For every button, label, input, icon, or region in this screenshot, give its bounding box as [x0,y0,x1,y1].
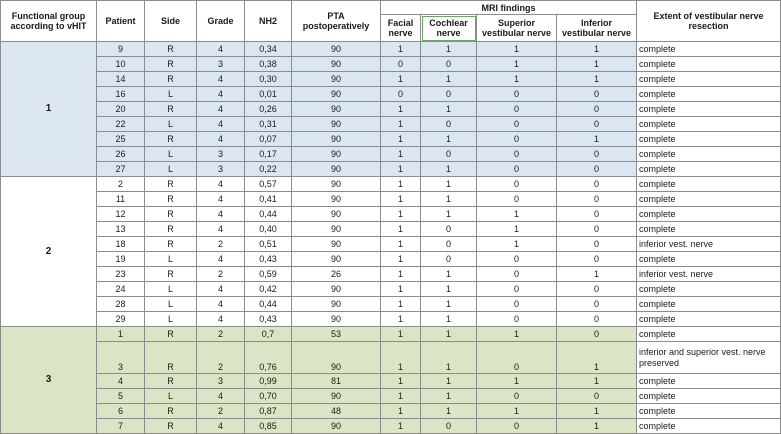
cell-cochlear-nerve: 0 [421,147,477,162]
cell-resection-extent: complete [637,162,781,177]
cell-grade: 3 [197,57,245,72]
cell-facial-nerve: 1 [381,192,421,207]
cell-facial-nerve: 1 [381,282,421,297]
cell-superior-vestibular-nerve: 0 [477,267,557,282]
functional-group-label: 2 [1,177,97,327]
cell-cochlear-nerve: 0 [421,117,477,132]
cell-nh2: 0,22 [245,162,292,177]
cell-side: R [145,342,197,374]
cell-inferior-vestibular-nerve: 1 [557,267,637,282]
table-row [1,117,781,132]
cell-inferior-vestibular-nerve: 1 [557,72,637,87]
cell-superior-vestibular-nerve: 0 [477,162,557,177]
cell-patient: 14 [97,72,145,87]
cell-inferior-vestibular-nerve: 1 [557,57,637,72]
cell-superior-vestibular-nerve: 1 [477,237,557,252]
cell-pta: 53 [292,327,381,342]
cell-side: R [145,72,197,87]
functional-group-label: 1 [1,42,97,177]
cell-superior-vestibular-nerve: 1 [477,374,557,389]
cell-cochlear-nerve: 0 [421,419,477,434]
cell-cochlear-nerve: 1 [421,404,477,419]
cell-superior-vestibular-nerve: 0 [477,252,557,267]
cell-inferior-vestibular-nerve: 1 [557,42,637,57]
cell-nh2: 0,7 [245,327,292,342]
cell-resection-extent: complete [637,117,781,132]
cell-nh2: 0,70 [245,389,292,404]
table-row [1,282,781,297]
cell-resection-extent: complete [637,57,781,72]
cell-inferior-vestibular-nerve: 0 [557,162,637,177]
cell-pta: 90 [292,177,381,192]
cell-side: R [145,57,197,72]
cell-cochlear-nerve: 1 [421,282,477,297]
cell-inferior-vestibular-nerve: 0 [557,297,637,312]
cell-superior-vestibular-nerve: 0 [477,87,557,102]
cell-nh2: 0,41 [245,192,292,207]
cell-superior-vestibular-nerve: 0 [477,282,557,297]
cell-superior-vestibular-nerve: 0 [477,312,557,327]
cell-facial-nerve: 1 [381,419,421,434]
cell-pta: 90 [292,192,381,207]
cell-grade: 4 [197,252,245,267]
cell-patient: 20 [97,102,145,117]
cell-inferior-vestibular-nerve: 0 [557,252,637,267]
cell-inferior-vestibular-nerve: 0 [557,282,637,297]
cell-patient: 18 [97,237,145,252]
cell-superior-vestibular-nerve: 1 [477,57,557,72]
cell-superior-vestibular-nerve: 1 [477,404,557,419]
table-row [1,132,781,147]
cell-facial-nerve: 1 [381,252,421,267]
cell-inferior-vestibular-nerve: 0 [557,117,637,132]
cell-resection-extent: complete [637,72,781,87]
cell-nh2: 0,01 [245,87,292,102]
cell-facial-nerve: 1 [381,72,421,87]
cell-superior-vestibular-nerve: 1 [477,72,557,87]
table-row [1,102,781,117]
cell-pta: 48 [292,404,381,419]
cell-facial-nerve: 1 [381,297,421,312]
cell-resection-extent: inferior vest. nerve [637,237,781,252]
cell-superior-vestibular-nerve: 0 [477,117,557,132]
cell-grade: 4 [197,297,245,312]
cell-patient: 27 [97,162,145,177]
cell-nh2: 0,17 [245,147,292,162]
cell-patient: 19 [97,252,145,267]
cell-resection-extent: inferior and superior vest. nerve preserved [637,342,781,374]
cell-inferior-vestibular-nerve: 1 [557,342,637,374]
cell-inferior-vestibular-nerve: 0 [557,207,637,222]
cell-superior-vestibular-nerve: 0 [477,102,557,117]
cell-nh2: 0,44 [245,297,292,312]
cell-cochlear-nerve: 0 [421,237,477,252]
cell-grade: 2 [197,327,245,342]
cell-side: R [145,42,197,57]
cell-inferior-vestibular-nerve: 0 [557,237,637,252]
cell-facial-nerve: 1 [381,42,421,57]
cell-superior-vestibular-nerve: 1 [477,42,557,57]
header-grade: Grade [197,1,245,42]
cell-cochlear-nerve: 1 [421,72,477,87]
cell-cochlear-nerve: 1 [421,312,477,327]
cell-side: R [145,419,197,434]
cell-inferior-vestibular-nerve: 0 [557,327,637,342]
cell-grade: 4 [197,177,245,192]
cell-cochlear-nerve: 1 [421,42,477,57]
cell-resection-extent: complete [637,207,781,222]
cell-resection-extent: complete [637,177,781,192]
cell-nh2: 0,44 [245,207,292,222]
cell-resection-extent: complete [637,312,781,327]
table-row [1,419,781,434]
cell-superior-vestibular-nerve: 0 [477,177,557,192]
cell-superior-vestibular-nerve: 1 [477,222,557,237]
header-mri-findings: MRI findings [381,1,637,15]
cell-resection-extent: complete [637,222,781,237]
cell-grade: 4 [197,207,245,222]
cell-facial-nerve: 1 [381,117,421,132]
cell-nh2: 0,51 [245,237,292,252]
cell-resection-extent: complete [637,419,781,434]
cell-nh2: 0,42 [245,282,292,297]
cell-side: L [145,252,197,267]
cell-side: R [145,404,197,419]
cell-patient: 25 [97,132,145,147]
cell-grade: 2 [197,267,245,282]
cell-grade: 4 [197,419,245,434]
cell-facial-nerve: 1 [381,327,421,342]
table-row [1,327,781,342]
cell-nh2: 0,40 [245,222,292,237]
cell-side: R [145,192,197,207]
cell-inferior-vestibular-nerve: 1 [557,374,637,389]
cell-superior-vestibular-nerve: 1 [477,327,557,342]
cell-facial-nerve: 1 [381,374,421,389]
cell-pta: 90 [292,222,381,237]
header-nh2: NH2 [245,1,292,42]
cell-grade: 4 [197,132,245,147]
cell-cochlear-nerve: 1 [421,207,477,222]
cell-grade: 4 [197,42,245,57]
header-cochlear-nerve: Cochlear nerve [421,15,477,42]
cell-cochlear-nerve: 0 [421,222,477,237]
cell-resection-extent: complete [637,282,781,297]
cell-pta: 90 [292,117,381,132]
table-row [1,312,781,327]
cell-resection-extent: complete [637,42,781,57]
cell-facial-nerve: 1 [381,389,421,404]
table-row [1,297,781,312]
cell-superior-vestibular-nerve: 0 [477,192,557,207]
cell-patient: 6 [97,404,145,419]
cell-facial-nerve: 0 [381,87,421,102]
header-patient: Patient [97,1,145,42]
cell-nh2: 0,30 [245,72,292,87]
cell-pta: 90 [292,42,381,57]
cell-pta: 90 [292,282,381,297]
table-row [1,374,781,389]
cell-resection-extent: complete [637,87,781,102]
cell-pta: 90 [292,252,381,267]
group-1-rows [1,42,781,177]
cell-pta: 90 [292,389,381,404]
cell-facial-nerve: 1 [381,312,421,327]
cell-pta: 81 [292,374,381,389]
header-pta: PTA postoperatively [292,1,381,42]
cell-grade: 2 [197,237,245,252]
cell-grade: 4 [197,192,245,207]
group-3-rows [1,327,781,434]
cell-patient: 13 [97,222,145,237]
table-header [1,1,781,42]
cell-patient: 29 [97,312,145,327]
cell-facial-nerve: 1 [381,222,421,237]
cell-cochlear-nerve: 1 [421,177,477,192]
cell-facial-nerve: 1 [381,237,421,252]
cell-resection-extent: complete [637,327,781,342]
header-superior-vestibular-nerve: Superior vestibular nerve [477,15,557,42]
cell-side: L [145,389,197,404]
cell-pta: 90 [292,162,381,177]
cell-inferior-vestibular-nerve: 0 [557,192,637,207]
header-facial-nerve: Facial nerve [381,15,421,42]
table-row [1,87,781,102]
table-row [1,147,781,162]
cell-inferior-vestibular-nerve: 1 [557,404,637,419]
header-functional-group: Functional group according to vHIT [1,1,97,42]
cell-side: R [145,374,197,389]
cell-cochlear-nerve: 1 [421,162,477,177]
cell-cochlear-nerve: 1 [421,327,477,342]
cell-resection-extent: complete [637,192,781,207]
cell-inferior-vestibular-nerve: 0 [557,389,637,404]
cell-resection-extent: complete [637,404,781,419]
cell-nh2: 0,43 [245,252,292,267]
cell-resection-extent: complete [637,132,781,147]
cell-facial-nerve: 1 [381,162,421,177]
cell-grade: 4 [197,312,245,327]
cell-resection-extent: complete [637,374,781,389]
cell-nh2: 0,07 [245,132,292,147]
cell-cochlear-nerve: 1 [421,192,477,207]
cell-facial-nerve: 1 [381,132,421,147]
cell-grade: 3 [197,162,245,177]
cell-inferior-vestibular-nerve: 0 [557,312,637,327]
cell-patient: 12 [97,207,145,222]
cell-cochlear-nerve: 1 [421,374,477,389]
cell-superior-vestibular-nerve: 1 [477,207,557,222]
cell-grade: 2 [197,342,245,374]
cell-pta: 90 [292,132,381,147]
cell-side: R [145,222,197,237]
cell-patient: 16 [97,87,145,102]
cell-pta: 90 [292,312,381,327]
cell-resection-extent: complete [637,147,781,162]
cell-grade: 4 [197,72,245,87]
cell-side: R [145,267,197,282]
cell-grade: 4 [197,102,245,117]
cell-inferior-vestibular-nerve: 1 [557,132,637,147]
cell-nh2: 0,87 [245,404,292,419]
cell-nh2: 0,31 [245,117,292,132]
cell-inferior-vestibular-nerve: 1 [557,419,637,434]
cell-patient: 23 [97,267,145,282]
cell-cochlear-nerve: 1 [421,389,477,404]
cell-side: L [145,312,197,327]
cell-side: R [145,132,197,147]
cell-inferior-vestibular-nerve: 0 [557,147,637,162]
cell-resection-extent: complete [637,102,781,117]
cell-patient: 26 [97,147,145,162]
cell-pta: 90 [292,72,381,87]
cell-cochlear-nerve: 1 [421,342,477,374]
cell-nh2: 0,99 [245,374,292,389]
cell-patient: 10 [97,57,145,72]
cell-patient: 3 [97,342,145,374]
table-row [1,389,781,404]
table-row [1,42,781,57]
cell-resection-extent: complete [637,252,781,267]
cell-inferior-vestibular-nerve: 0 [557,87,637,102]
cell-facial-nerve: 1 [381,207,421,222]
functional-group-label: 3 [1,327,97,434]
cell-patient: 22 [97,117,145,132]
cell-superior-vestibular-nerve: 0 [477,419,557,434]
cell-patient: 4 [97,374,145,389]
cell-pta: 90 [292,297,381,312]
cell-grade: 4 [197,222,245,237]
cell-pta: 26 [292,267,381,282]
cell-inferior-vestibular-nerve: 0 [557,102,637,117]
cell-cochlear-nerve: 1 [421,267,477,282]
cell-pta: 90 [292,57,381,72]
cell-pta: 90 [292,147,381,162]
cell-side: L [145,297,197,312]
table-row [1,57,781,72]
cell-cochlear-nerve: 0 [421,57,477,72]
table-row [1,177,781,192]
cell-facial-nerve: 1 [381,177,421,192]
table-row [1,162,781,177]
cell-side: R [145,102,197,117]
cell-nh2: 0,59 [245,267,292,282]
table-row [1,207,781,222]
cell-patient: 7 [97,419,145,434]
cell-inferior-vestibular-nerve: 0 [557,177,637,192]
table-row [1,342,781,374]
cell-pta: 90 [292,102,381,117]
table-row [1,222,781,237]
cell-patient: 9 [97,42,145,57]
cell-pta: 90 [292,237,381,252]
cell-side: L [145,282,197,297]
group-2-rows [1,177,781,327]
cell-side: L [145,162,197,177]
cell-pta: 90 [292,87,381,102]
cell-side: L [145,117,197,132]
cell-resection-extent: inferior vest. nerve [637,267,781,282]
cell-nh2: 0,85 [245,419,292,434]
cell-side: L [145,87,197,102]
table-row [1,267,781,282]
cell-nh2: 0,26 [245,102,292,117]
cell-facial-nerve: 0 [381,57,421,72]
cell-cochlear-nerve: 1 [421,132,477,147]
cell-superior-vestibular-nerve: 0 [477,147,557,162]
header-extent: Extent of vestibular nerve resection [637,1,781,42]
cell-patient: 28 [97,297,145,312]
cell-grade: 4 [197,282,245,297]
cell-cochlear-nerve: 0 [421,87,477,102]
cell-superior-vestibular-nerve: 0 [477,297,557,312]
cell-superior-vestibular-nerve: 0 [477,389,557,404]
cell-patient: 1 [97,327,145,342]
cell-patient: 11 [97,192,145,207]
cell-patient: 2 [97,177,145,192]
table-row [1,192,781,207]
table-row [1,72,781,87]
cell-grade: 3 [197,147,245,162]
cell-patient: 24 [97,282,145,297]
cell-grade: 4 [197,117,245,132]
cell-cochlear-nerve: 0 [421,252,477,267]
cell-superior-vestibular-nerve: 0 [477,342,557,374]
cell-pta: 90 [292,207,381,222]
cell-cochlear-nerve: 1 [421,297,477,312]
table-row [1,237,781,252]
cell-inferior-vestibular-nerve: 0 [557,222,637,237]
cell-nh2: 0,57 [245,177,292,192]
cell-facial-nerve: 1 [381,267,421,282]
cell-facial-nerve: 1 [381,342,421,374]
cell-nh2: 0,43 [245,312,292,327]
cell-side: L [145,147,197,162]
cell-grade: 4 [197,389,245,404]
cell-side: R [145,327,197,342]
header-inferior-vestibular-nerve: Inferior vestibular nerve [557,15,637,42]
table-row [1,252,781,267]
cell-patient: 5 [97,389,145,404]
header-side: Side [145,1,197,42]
cell-pta: 90 [292,342,381,374]
cell-facial-nerve: 1 [381,147,421,162]
cell-nh2: 0,34 [245,42,292,57]
cell-superior-vestibular-nerve: 0 [477,132,557,147]
cell-grade: 4 [197,87,245,102]
cell-grade: 3 [197,374,245,389]
cell-side: R [145,177,197,192]
cell-resection-extent: complete [637,389,781,404]
cell-resection-extent: complete [637,297,781,312]
cell-pta: 90 [292,419,381,434]
cell-nh2: 0,38 [245,57,292,72]
cell-cochlear-nerve: 1 [421,102,477,117]
table-row [1,404,781,419]
cell-side: R [145,237,197,252]
cell-grade: 2 [197,404,245,419]
cell-facial-nerve: 1 [381,404,421,419]
cell-facial-nerve: 1 [381,102,421,117]
cell-nh2: 0,76 [245,342,292,374]
cell-side: R [145,207,197,222]
